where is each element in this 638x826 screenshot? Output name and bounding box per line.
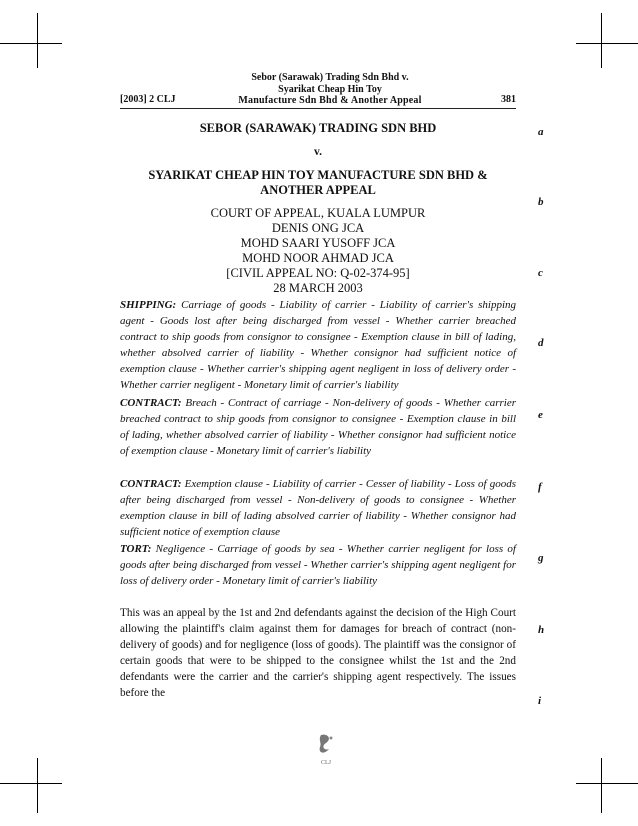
- appeal-number: [CIVIL APPEAL NO: Q-02-374-95]: [226, 266, 410, 280]
- margin-letter: e: [538, 409, 543, 421]
- running-head-case-name: [232, 72, 428, 107]
- catchword-key: TORT:: [120, 543, 152, 555]
- catchword-text: Carriage of goods - Liability of carrier - Liability of carrier's shipping agent - Goods lost after being discharged from vessel - Whether carrier breached contract to ship goods from consignor to consignee - Exemption clause in bill of lading, whether absolved carrier of liability - Whether consignor had sufficient notice of exemption clause - Whether carrier's shipping agent negligent in loss of delivery order - Whether carrier negligent - Monetary limit of carrier's liability: [120, 299, 517, 391]
- respondent-name-line2: ANOTHER APPEAL: [260, 183, 376, 197]
- running-head: [0, 72, 638, 108]
- clj-logo-icon: [312, 731, 340, 767]
- clj-logo-text: CLJ: [320, 760, 332, 766]
- catchword-contract-exemption: [120, 476, 516, 540]
- judgment-date: 28 MARCH 2003: [273, 281, 363, 295]
- judge-name: MOHD SAARI YUSOFF JCA: [240, 236, 396, 250]
- catchword-key: SHIPPING:: [120, 299, 177, 311]
- court-name: COURT OF APPEAL, KUALA LUMPUR: [210, 206, 426, 220]
- margin-letter: d: [538, 337, 544, 349]
- running-head-line: Syarikat Cheap Hin Toy: [278, 83, 382, 95]
- catchword-key: CONTRACT:: [120, 478, 182, 490]
- headnote-paragraph: This was an appeal by the 1st and 2nd defendants against the decision of the High Court allowing the plaintiff's claim against them for damages for breach of contract (non-delivery of goods) and for negligence (loss of goods). The plaintiff was the consignor of certain goods that were to be shipped to the consignee whilst the 1st and the 2nd defendants were the carrier and the carrier's shipping agent respectively. The issues before the: [120, 607, 516, 699]
- margin-letter: h: [538, 624, 545, 636]
- catchword-tort: [120, 541, 516, 589]
- margin-letter: i: [538, 695, 542, 707]
- judge-name: MOHD NOOR AHMAD JCA: [242, 251, 394, 265]
- catchword-key: CONTRACT:: [120, 397, 182, 409]
- running-head-line: Manufacture Sdn Bhd & Another Appeal: [238, 95, 422, 106]
- margin-letter: g: [538, 552, 544, 564]
- margin-letter: b: [538, 196, 544, 208]
- header-rule: [120, 108, 516, 109]
- catchword-shipping: [120, 297, 516, 393]
- versus: v.: [314, 146, 322, 158]
- report-citation: [2003] 2 CLJ: [120, 94, 176, 105]
- respondent-name-line1: SYARIKAT CHEAP HIN TOY MANUFACTURE SDN BHD &: [148, 168, 488, 182]
- clj-logo: [312, 731, 340, 767]
- running-head-line: Sebor (Sarawak) Trading Sdn Bhd v.: [251, 72, 409, 83]
- margin-letter: c: [538, 267, 543, 279]
- appellant-name: SEBOR (SARAWAK) TRADING SDN BHD: [199, 121, 437, 135]
- catchword-text: Breach - Contract of carriage - Non-delivery of goods - Whether carrier breached contract to ship goods from consignor to consignee - Exemption clause in bill of lading, whether absolved carrier of liability - Whether consignor had sufficient notice of exemption clause - Monetary limit of carrier's liability: [120, 397, 516, 457]
- judge-name: DENIS ONG JCA: [271, 221, 365, 235]
- margin-letter: f: [538, 481, 542, 493]
- catchword-text: Exemption clause - Liability of carrier - Cesser of liability - Loss of goods after being discharged from vessel - Non-delivery of goods to consignee - Whether exemption clause in bill of lading absolved carrier of liability - Whether consignor had sufficient notice of exemption clause: [120, 478, 517, 538]
- catchword-contract-breach: [120, 395, 516, 459]
- page-number: 381: [501, 94, 516, 105]
- catchword-text: Negligence - Carriage of goods by sea - Whether carrier negligent for loss of goods after being discharged from vessel - Whether carrier's shipping agent negligent for loss of delivery order - Monetary limit of carrier's liability: [120, 543, 516, 587]
- margin-letter: a: [538, 126, 544, 138]
